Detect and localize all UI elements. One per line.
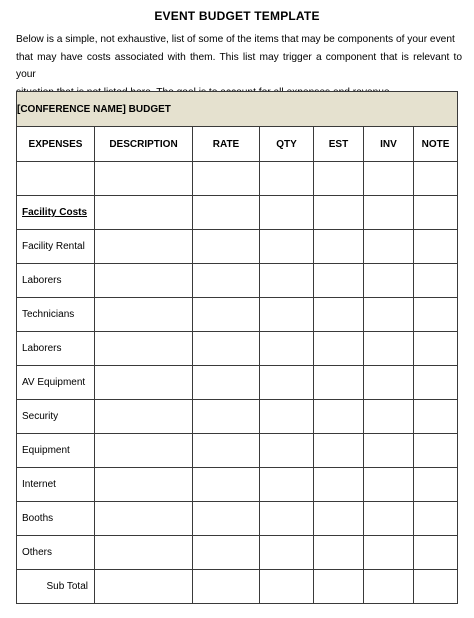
table-row xyxy=(17,400,458,434)
rate-cell[interactable] xyxy=(193,400,260,434)
column-header-inv: INV xyxy=(364,127,414,162)
description-cell[interactable] xyxy=(95,230,193,264)
est-cell[interactable] xyxy=(314,502,364,536)
description-cell[interactable] xyxy=(95,400,193,434)
est-cell[interactable] xyxy=(314,162,364,196)
column-header-expenses: EXPENSES xyxy=(17,127,95,162)
budget-header-label: [CONFERENCE NAME] BUDGET xyxy=(17,92,458,127)
est-cell[interactable] xyxy=(314,332,364,366)
inv-cell[interactable] xyxy=(364,196,414,230)
table-row xyxy=(17,332,458,366)
description-cell[interactable] xyxy=(95,502,193,536)
rate-cell[interactable] xyxy=(193,570,260,604)
qty-cell[interactable] xyxy=(260,570,314,604)
table-row xyxy=(17,264,458,298)
intro-line: Below is a simple, not exhaustive, list of some of the items that may be components of your event xyxy=(16,34,455,45)
table-row xyxy=(17,230,458,264)
inv-cell[interactable] xyxy=(364,162,414,196)
rate-cell[interactable] xyxy=(193,468,260,502)
rate-cell[interactable] xyxy=(193,162,260,196)
table-row xyxy=(17,502,458,536)
table-row xyxy=(17,298,458,332)
inv-cell[interactable] xyxy=(364,366,414,400)
rate-cell[interactable] xyxy=(193,366,260,400)
column-header-description: DESCRIPTION xyxy=(95,127,193,162)
est-cell[interactable] xyxy=(314,230,364,264)
expense-cell: Sub Total xyxy=(17,570,95,604)
qty-cell[interactable] xyxy=(260,332,314,366)
est-cell[interactable] xyxy=(314,366,364,400)
qty-cell[interactable] xyxy=(260,264,314,298)
inv-cell[interactable] xyxy=(364,400,414,434)
description-cell[interactable] xyxy=(95,570,193,604)
description-cell[interactable] xyxy=(95,366,193,400)
note-cell[interactable] xyxy=(414,298,458,332)
description-cell[interactable] xyxy=(95,162,193,196)
qty-cell[interactable] xyxy=(260,400,314,434)
note-cell[interactable] xyxy=(414,366,458,400)
note-cell[interactable] xyxy=(414,570,458,604)
est-cell[interactable] xyxy=(314,400,364,434)
page-title: EVENT BUDGET TEMPLATE xyxy=(154,9,320,23)
expense-cell: AV Equipment xyxy=(17,366,95,400)
est-cell[interactable] xyxy=(314,536,364,570)
expense-cell xyxy=(17,162,95,196)
expense-cell: Others xyxy=(17,536,95,570)
est-cell[interactable] xyxy=(314,570,364,604)
note-cell[interactable] xyxy=(414,162,458,196)
rate-cell[interactable] xyxy=(193,196,260,230)
qty-cell[interactable] xyxy=(260,536,314,570)
qty-cell[interactable] xyxy=(260,468,314,502)
intro-line: that may have costs associated with them. This list may trigger a component that is relevant to your xyxy=(16,51,462,80)
rate-cell[interactable] xyxy=(193,332,260,366)
expense-cell: Internet xyxy=(17,468,95,502)
table-row xyxy=(17,434,458,468)
description-cell[interactable] xyxy=(95,264,193,298)
expense-cell: Security xyxy=(17,400,95,434)
description-cell[interactable] xyxy=(95,298,193,332)
rate-cell[interactable] xyxy=(193,264,260,298)
table-body xyxy=(17,162,458,604)
inv-cell[interactable] xyxy=(364,570,414,604)
qty-cell[interactable] xyxy=(260,196,314,230)
column-header-qty: QTY xyxy=(260,127,314,162)
expense-cell: Laborers xyxy=(17,332,95,366)
rate-cell[interactable] xyxy=(193,502,260,536)
est-cell[interactable] xyxy=(314,196,364,230)
inv-cell[interactable] xyxy=(364,332,414,366)
note-cell[interactable] xyxy=(414,434,458,468)
table-row xyxy=(17,366,458,400)
inv-cell[interactable] xyxy=(364,468,414,502)
inv-cell[interactable] xyxy=(364,502,414,536)
table-row xyxy=(17,468,458,502)
qty-cell[interactable] xyxy=(260,434,314,468)
note-cell[interactable] xyxy=(414,196,458,230)
expense-cell: Equipment xyxy=(17,434,95,468)
inv-cell[interactable] xyxy=(364,230,414,264)
note-cell[interactable] xyxy=(414,264,458,298)
expense-cell: Facility Costs xyxy=(17,196,95,230)
table-row xyxy=(17,536,458,570)
description-cell[interactable] xyxy=(95,434,193,468)
inv-cell[interactable] xyxy=(364,264,414,298)
qty-cell[interactable] xyxy=(260,366,314,400)
description-cell[interactable] xyxy=(95,196,193,230)
qty-cell[interactable] xyxy=(260,230,314,264)
est-cell[interactable] xyxy=(314,468,364,502)
note-cell[interactable] xyxy=(414,502,458,536)
rate-cell[interactable] xyxy=(193,298,260,332)
description-cell[interactable] xyxy=(95,332,193,366)
rate-cell[interactable] xyxy=(193,536,260,570)
table-row xyxy=(17,196,458,230)
budget-table xyxy=(16,91,458,604)
note-cell[interactable] xyxy=(414,468,458,502)
qty-cell[interactable] xyxy=(260,162,314,196)
column-header-est: EST xyxy=(314,127,364,162)
description-cell[interactable] xyxy=(95,536,193,570)
est-cell[interactable] xyxy=(314,434,364,468)
budget-header-row xyxy=(17,92,458,127)
est-cell[interactable] xyxy=(314,264,364,298)
expense-cell: Laborers xyxy=(17,264,95,298)
expense-cell: Facility Rental xyxy=(17,230,95,264)
table-row xyxy=(17,162,458,196)
table-row xyxy=(17,570,458,604)
qty-cell[interactable] xyxy=(260,298,314,332)
inv-cell[interactable] xyxy=(364,536,414,570)
note-cell[interactable] xyxy=(414,230,458,264)
qty-cell[interactable] xyxy=(260,502,314,536)
rate-cell[interactable] xyxy=(193,434,260,468)
note-cell[interactable] xyxy=(414,332,458,366)
est-cell[interactable] xyxy=(314,298,364,332)
column-header-row xyxy=(17,127,458,162)
expense-cell: Technicians xyxy=(17,298,95,332)
note-cell[interactable] xyxy=(414,536,458,570)
note-cell[interactable] xyxy=(414,400,458,434)
rate-cell[interactable] xyxy=(193,230,260,264)
column-header-note: NOTE xyxy=(414,127,458,162)
description-cell[interactable] xyxy=(95,468,193,502)
inv-cell[interactable] xyxy=(364,298,414,332)
column-header-rate: RATE xyxy=(193,127,260,162)
inv-cell[interactable] xyxy=(364,434,414,468)
expense-cell: Booths xyxy=(17,502,95,536)
